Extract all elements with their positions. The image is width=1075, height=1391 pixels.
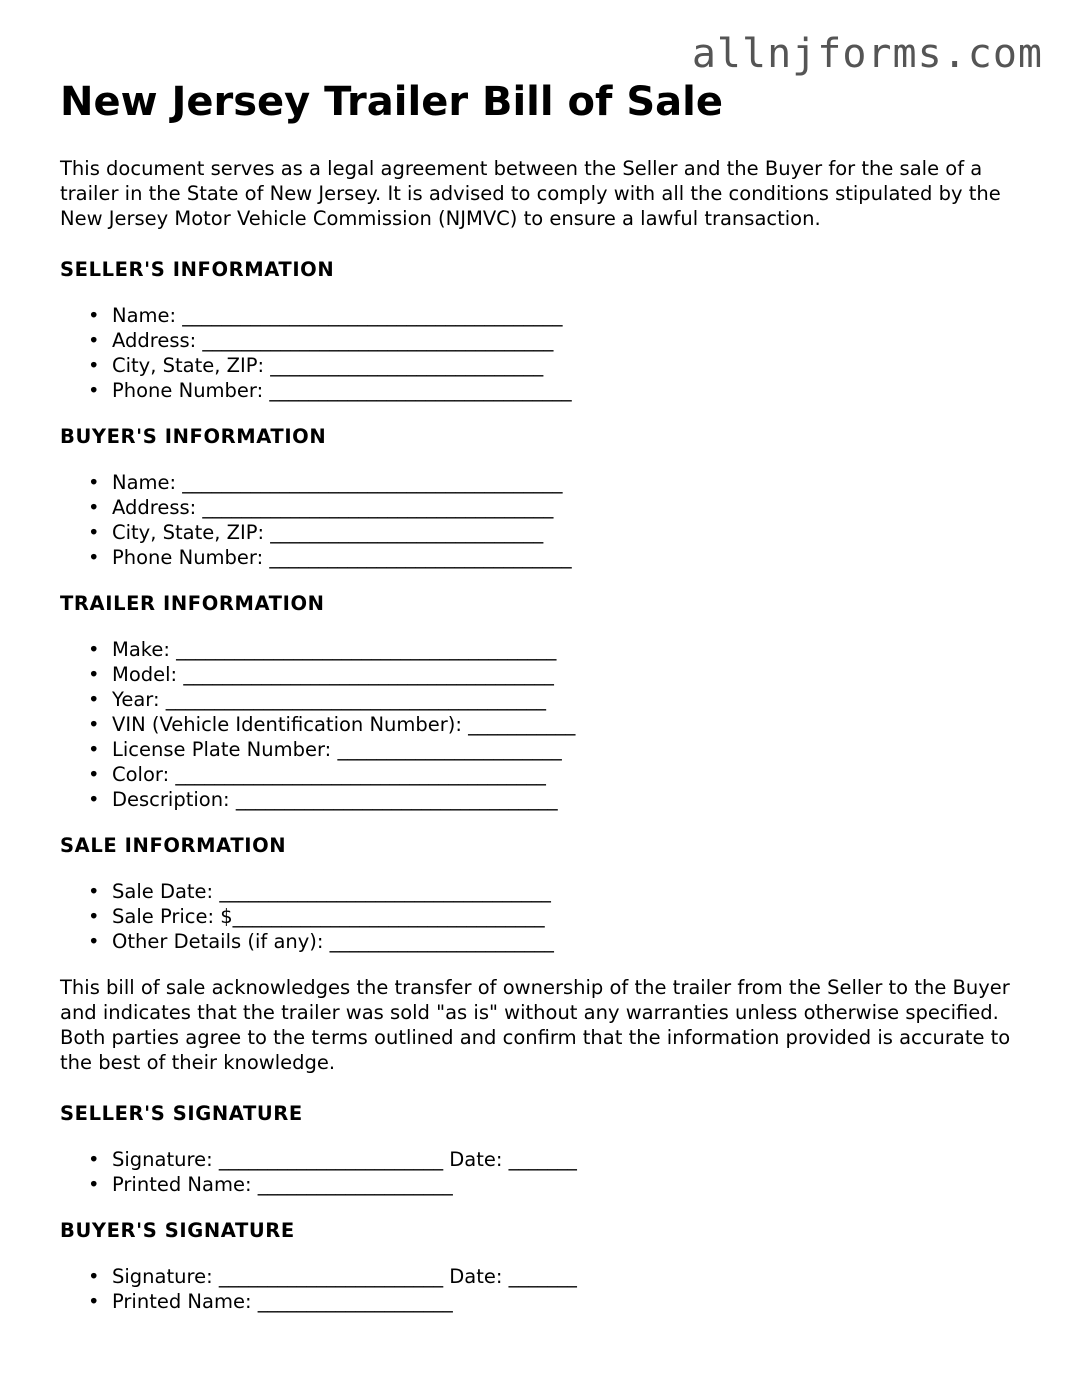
list-item [88, 353, 1025, 378]
document-page [60, 78, 1025, 1335]
bullet-icon: • [88, 354, 100, 377]
field-line: Signature: _______________________ Date: _______ [112, 1148, 577, 1171]
list-item [88, 712, 1025, 737]
field-line: Printed Name: ____________________ [112, 1290, 453, 1313]
list-item [88, 328, 1025, 353]
field-line: VIN (Vehicle Identification Number): ___________ [112, 713, 576, 736]
bullet-icon: • [88, 546, 100, 569]
list-item [88, 545, 1025, 570]
list-item [88, 1147, 1025, 1172]
bullet-icon: • [88, 379, 100, 402]
field-line: Printed Name: ____________________ [112, 1173, 453, 1196]
field-line: Signature: _______________________ Date: _______ [112, 1265, 577, 1288]
list-item [88, 303, 1025, 328]
sale-info-list [60, 879, 1025, 954]
trailer-info-heading: TRAILER INFORMATION [60, 592, 325, 615]
bullet-icon: • [88, 930, 100, 953]
bullet-icon: • [88, 905, 100, 928]
acknowledgment-paragraph: This bill of sale acknowledges the transfer of ownership of the trailer from the Seller to the Buyer and indicates that the trailer was sold "as is" without any warranties unless otherwise specified. Both parties agree to the terms outlined and confirm that the information provided is accurate to the best of their knowledge. [60, 976, 1011, 1074]
list-item [88, 737, 1025, 762]
list-item [88, 637, 1025, 662]
list-item [88, 662, 1025, 687]
field-line: Year: _______________________________________ [112, 688, 546, 711]
bullet-icon: • [88, 788, 100, 811]
field-line: Name: _______________________________________ [112, 471, 563, 494]
intro-paragraph: This document serves as a legal agreement between the Seller and the Buyer for the sale of a trailer in the State of New Jersey. It is advised to comply with all the conditions stipulated by the New Jersey Motor Vehicle Commission (NJMVC) to ensure a lawful transaction. [60, 157, 1001, 230]
list-item [88, 904, 1025, 929]
bullet-icon: • [88, 688, 100, 711]
bullet-icon: • [88, 663, 100, 686]
bullet-icon: • [88, 1173, 100, 1196]
field-line: City, State, ZIP: ____________________________ [112, 521, 544, 544]
page-title: New Jersey Trailer Bill of Sale [60, 79, 723, 125]
field-line: Address: ____________________________________ [112, 496, 554, 519]
list-item [88, 495, 1025, 520]
field-line: Other Details (if any): _______________________ [112, 930, 554, 953]
bullet-icon: • [88, 496, 100, 519]
seller-signature-list [60, 1147, 1025, 1197]
seller-info-list [60, 303, 1025, 403]
seller-signature-heading: SELLER'S SIGNATURE [60, 1102, 303, 1125]
field-line: Sale Date: __________________________________ [112, 880, 551, 903]
field-line: Address: ____________________________________ [112, 329, 554, 352]
field-line: Name: _______________________________________ [112, 304, 563, 327]
list-item [88, 1264, 1025, 1289]
list-item [88, 762, 1025, 787]
list-item [88, 787, 1025, 812]
field-line: Phone Number: _______________________________ [112, 379, 572, 402]
list-item [88, 687, 1025, 712]
buyer-info-list [60, 470, 1025, 570]
field-line: Model: ______________________________________ [112, 663, 554, 686]
bullet-icon: • [88, 638, 100, 661]
bullet-icon: • [88, 1290, 100, 1313]
list-item [88, 929, 1025, 954]
field-line: Phone Number: _______________________________ [112, 546, 572, 569]
field-line: Make: _______________________________________ [112, 638, 557, 661]
list-item [88, 1289, 1025, 1314]
buyer-info-heading: BUYER'S INFORMATION [60, 425, 327, 448]
bullet-icon: • [88, 304, 100, 327]
field-line: Description: _________________________________ [112, 788, 558, 811]
bullet-icon: • [88, 1265, 100, 1288]
list-item [88, 520, 1025, 545]
field-line: License Plate Number: _______________________ [112, 738, 562, 761]
bullet-icon: • [88, 471, 100, 494]
bullet-icon: • [88, 713, 100, 736]
sale-info-heading: SALE INFORMATION [60, 834, 287, 857]
bullet-icon: • [88, 880, 100, 903]
list-item [88, 378, 1025, 403]
bullet-icon: • [88, 329, 100, 352]
buyer-signature-list [60, 1264, 1025, 1314]
field-line: Sale Price: $________________________________ [112, 905, 545, 928]
bullet-icon: • [88, 1148, 100, 1171]
bullet-icon: • [88, 738, 100, 761]
bullet-icon: • [88, 521, 100, 544]
field-line: City, State, ZIP: ____________________________ [112, 354, 544, 377]
list-item [88, 470, 1025, 495]
field-line: Color: ______________________________________ [112, 763, 546, 786]
buyer-signature-heading: BUYER'S SIGNATURE [60, 1219, 295, 1242]
watermark: allnjforms.com [691, 31, 1043, 77]
list-item [88, 1172, 1025, 1197]
seller-info-heading: SELLER'S INFORMATION [60, 258, 335, 281]
trailer-info-list [60, 637, 1025, 812]
bullet-icon: • [88, 763, 100, 786]
list-item [88, 879, 1025, 904]
